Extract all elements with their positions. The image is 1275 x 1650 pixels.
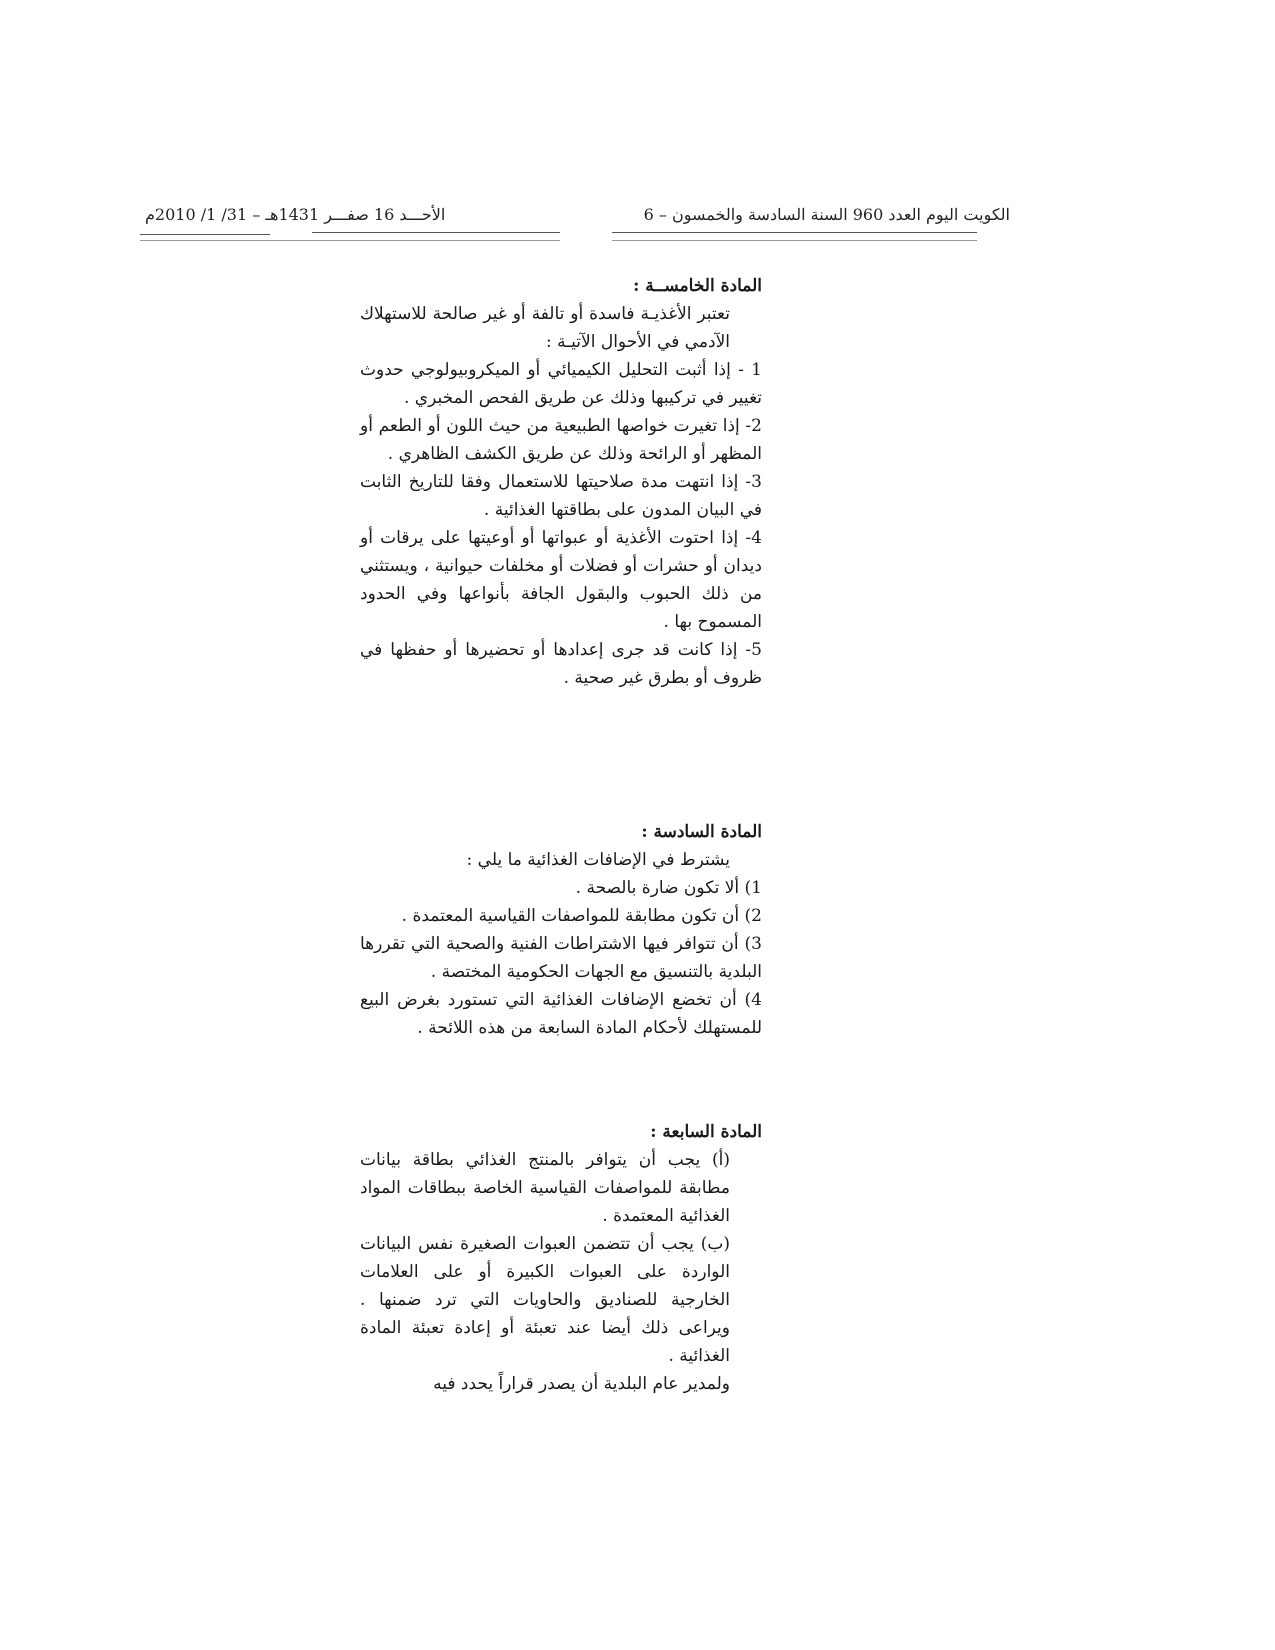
article-6-item-3: 3) أن تتوافر فيها الاشتراطات الفنية والصحية التي تقررها البلدية بالتنسيق مع الجهات الحكومية المختصة . bbox=[360, 934, 762, 982]
article-5 bbox=[360, 272, 762, 692]
article-7-item-b: (ب) يجب أن تتضمن العبوات الصغيرة نفس البيانات الواردة على العبوات الكبيرة أو على العلامات الخارجية للصناديق والحاويات التي ترد ضمنها . ويراعى ذلك أيضا عند تعبئة أو إعادة تعبئة المادة الغذائية . bbox=[360, 1234, 730, 1366]
header-rule-left-1 bbox=[140, 234, 270, 235]
article-5-item-1: 1 - إذا أثبت التحليل الكيميائي أو الميكروبيولوجي حدوث تغيير في تركيبها وذلك عن طريق الفحص المخبري . bbox=[360, 360, 762, 408]
header-rule-left-3 bbox=[140, 240, 560, 241]
article-5-item-2: 2- إذا تغيرت خواصها الطبيعية من حيث اللون أو الطعم أو المظهر أو الرائحة وذلك عن طريق الكشف الظاهري . bbox=[360, 416, 762, 464]
article-6-item-2: 2) أن تكون مطابقة للمواصفات القياسية المعتمدة . bbox=[401, 906, 762, 926]
header-rule-right-2 bbox=[612, 240, 977, 241]
article-5-title: المادة الخامســة : bbox=[633, 276, 762, 296]
article-6 bbox=[360, 818, 762, 1042]
article-5-item-5: 5- إذا كانت قد جرى إعدادها أو تحضيرها أو حفظها في ظروف أو بطرق غير صحية . bbox=[360, 640, 762, 688]
article-7 bbox=[360, 1118, 762, 1398]
header-issue-info: الكويت اليوم العدد 960 السنة السادسة والخمسون – 6 bbox=[643, 205, 1010, 224]
article-5-item-4: 4- إذا احتوت الأغذية أو عبواتها أو أوعيتها على يرقات أو ديدان أو حشرات أو فضلات أو مخلفات حيوانية ، ويستثني من ذلك الحبوب والبقول الجافة بأنواعها وفي الحدود المسموح بها . bbox=[360, 528, 762, 632]
header-date: الأحـــد 16 صفـــر 1431هـ – 31/ 1/ 2010م bbox=[145, 205, 446, 224]
article-6-title: المادة السادسة : bbox=[641, 822, 762, 842]
header-rule-left-2 bbox=[312, 232, 560, 233]
article-7-title: المادة السابعة : bbox=[650, 1122, 762, 1142]
article-5-item-3: 3- إذا انتهت مدة صلاحيتها للاستعمال وفقا للتاريخ الثابت في البيان المدون على بطاقتها الغذائية . bbox=[360, 472, 762, 520]
article-6-item-1: 1) ألا تكون ضارة بالصحة . bbox=[575, 878, 762, 898]
article-7-continuation: ولمدير عام البلدية أن يصدر قراراً يحدد فيه bbox=[433, 1374, 730, 1394]
header-rule-right-1 bbox=[612, 232, 977, 233]
article-6-intro: يشترط في الإضافات الغذائية ما يلي : bbox=[466, 850, 730, 870]
article-7-item-a: (أ) يجب أن يتوافر بالمنتج الغذائي بطاقة بيانات مطابقة للمواصفات القياسية الخاصة ببطاقات المواد الغذائية المعتمدة . bbox=[360, 1150, 730, 1226]
article-6-item-4: 4) أن تخضع الإضافات الغذائية التي تستورد بغرض البيع للمستهلك لأحكام المادة السابعة من هذه اللائحة . bbox=[360, 990, 762, 1038]
article-5-intro: تعتبر الأغذيـة فاسدة أو تالفة أو غير صالحة للاستهلاك الآدمي في الأحوال الآتيـة : bbox=[360, 304, 730, 352]
